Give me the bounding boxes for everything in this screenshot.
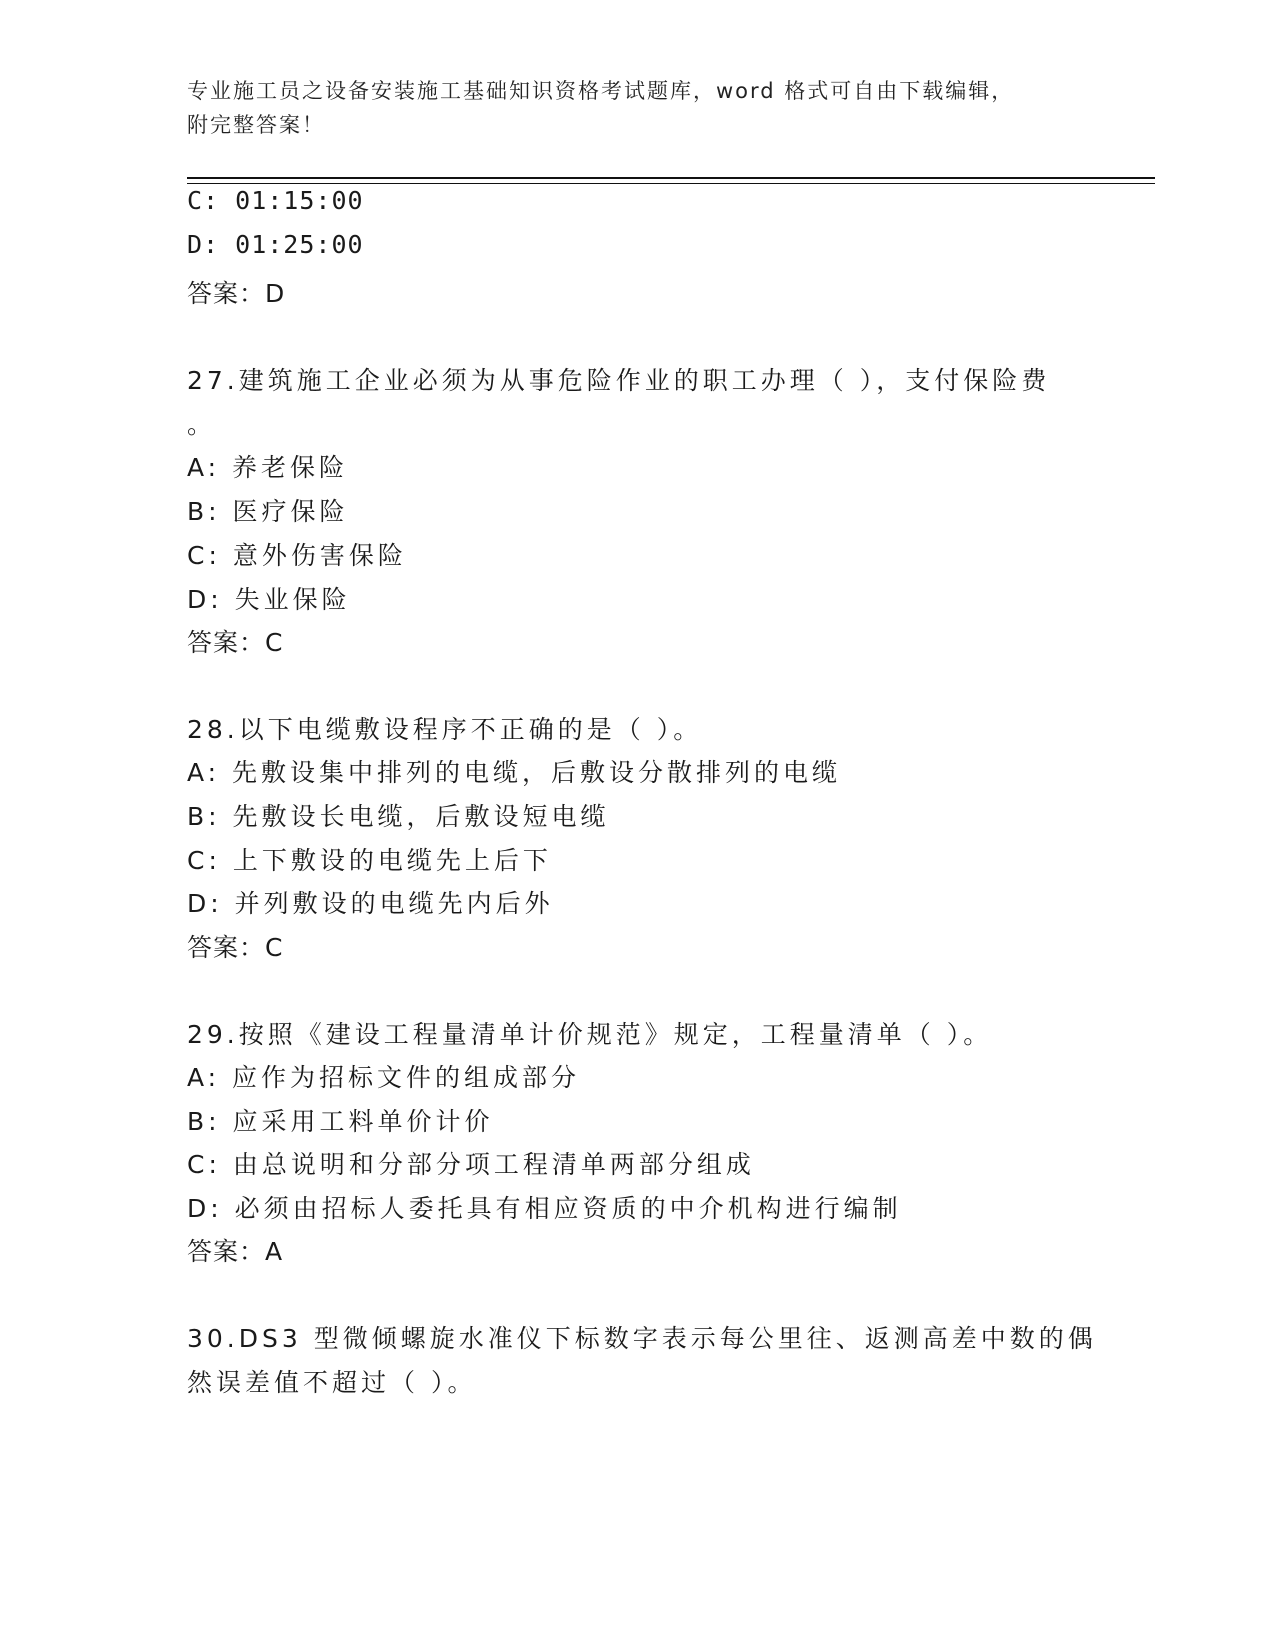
header-line-1: 专业施工员之设备安装施工基础知识资格考试题库，word 格式可自由下载编辑， <box>187 79 1015 103</box>
q30-stem-line-2: 然误差值不超过（ ）。 <box>187 1368 477 1397</box>
q29-option-c: C: 由总说明和分部分项工程清单两部分组成 <box>187 1150 755 1179</box>
q29-answer: 答案：A <box>187 1237 284 1266</box>
q27-option-b: B: 医疗保险 <box>187 497 349 526</box>
q28-option-b: B: 先敷设长电缆，后敷设短电缆 <box>187 802 610 831</box>
q27-stem-line-1: 27.建筑施工企业必须为从事危险作业的职工办理（ ），支付保险费 <box>187 366 1051 395</box>
q27-option-c: C: 意外伤害保险 <box>187 541 407 570</box>
q27-stem-line-2: 。 <box>187 410 217 439</box>
header-line-2: 附完整答案！ <box>187 113 325 137</box>
prev-option-d: D: 01:25:00 <box>187 230 364 259</box>
document-header <box>187 74 1067 142</box>
q28-stem-line-1: 28.以下电缆敷设程序不正确的是（ ）。 <box>187 715 703 744</box>
q29-option-b: B: 应采用工料单价计价 <box>187 1107 494 1136</box>
q28-answer: 答案：C <box>187 933 284 962</box>
prev-option-c: C: 01:15:00 <box>187 186 364 215</box>
q29-option-d: D: 必须由招标人委托具有相应资质的中介机构进行编制 <box>187 1194 902 1223</box>
q29-option-a: A: 应作为招标文件的组成部分 <box>187 1063 581 1092</box>
prev-answer: 答案：D <box>187 279 286 308</box>
header-divider-thick <box>187 177 1155 179</box>
q27-option-a: A: 养老保险 <box>187 453 349 482</box>
q28-option-d: D: 并列敷设的电缆先内后外 <box>187 889 554 918</box>
q27-answer: 答案：C <box>187 628 284 657</box>
q28-option-c: C: 上下敷设的电缆先上后下 <box>187 846 552 875</box>
q27-option-d: D: 失业保险 <box>187 585 351 614</box>
q28-option-a: A: 先敷设集中排列的电缆，后敷设分散排列的电缆 <box>187 758 842 787</box>
q30-stem-line-1: 30.DS3 型微倾螺旋水准仪下标数字表示每公里往、返测高差中数的偶 <box>187 1324 1097 1353</box>
q29-stem-line-1: 29.按照《建设工程量清单计价规范》规定，工程量清单（ ）。 <box>187 1020 993 1049</box>
header-divider-thin <box>187 183 1155 184</box>
